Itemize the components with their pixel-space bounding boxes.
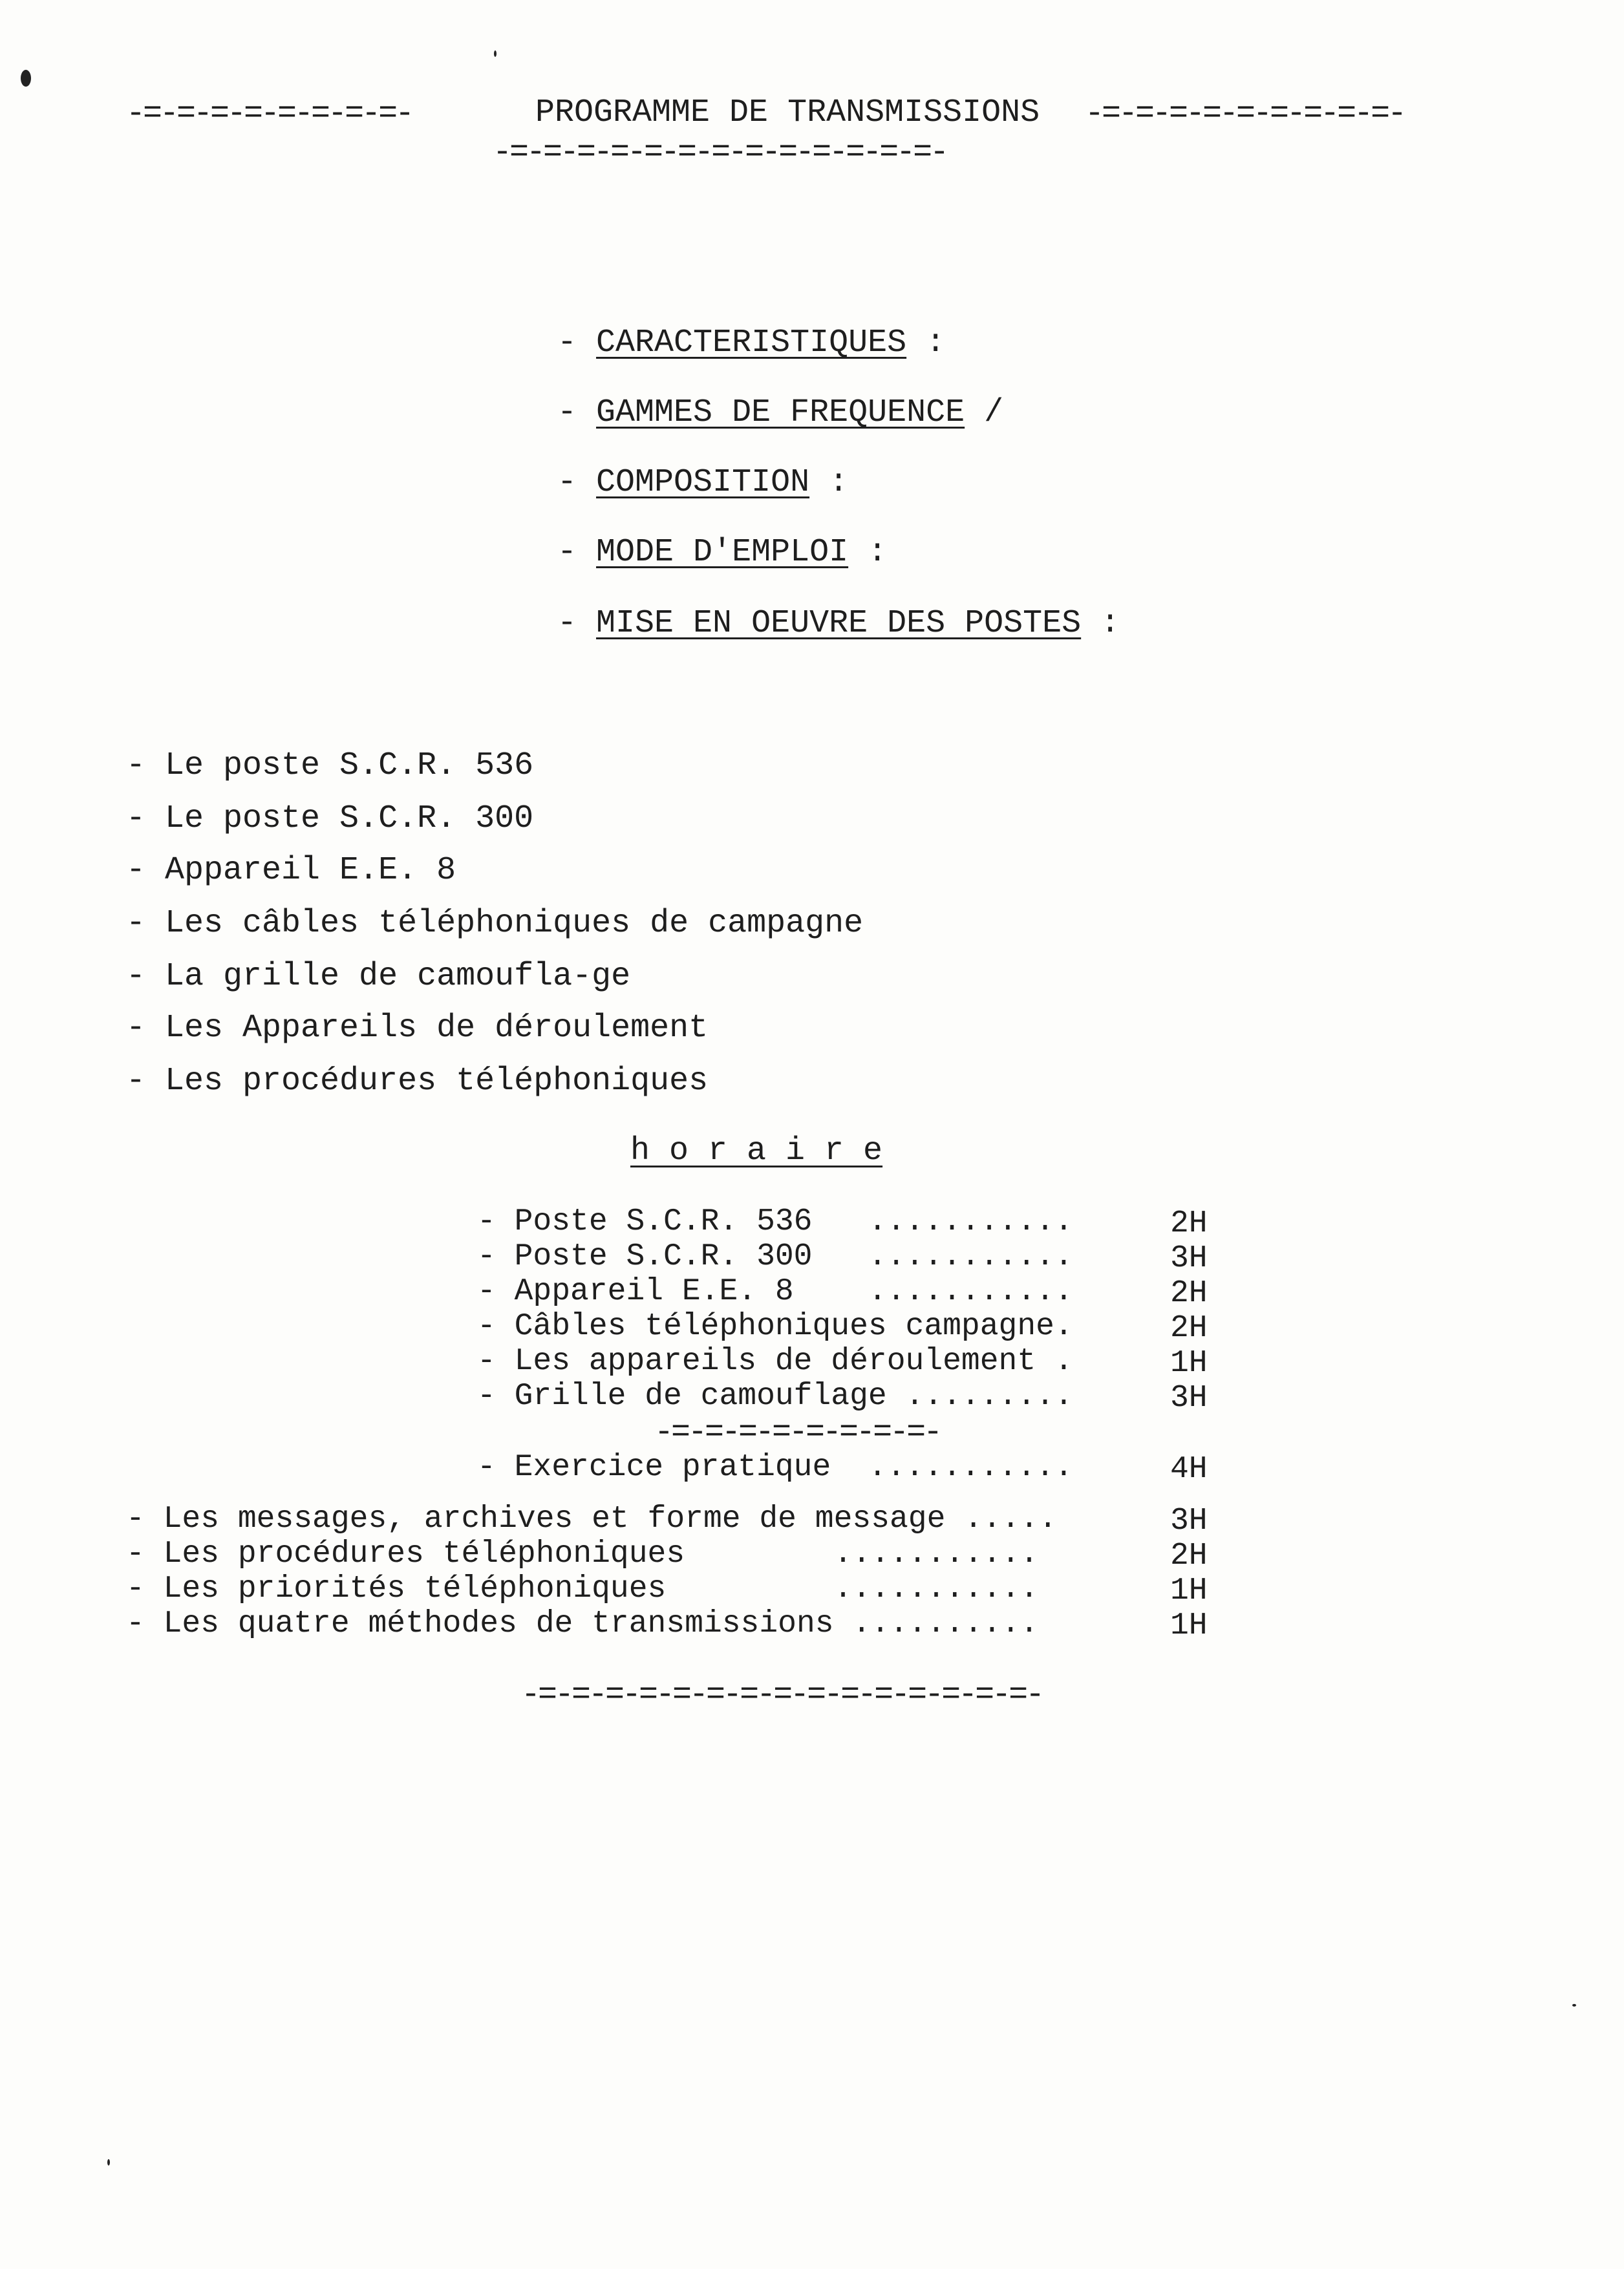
list-item: - Les câbles téléphoniques de campagne — [126, 905, 864, 942]
schedule-mid-rule: -=-=-=-=-=-=-=-=- — [654, 1414, 941, 1451]
schedule-row-hours: 2H — [1170, 1206, 1208, 1241]
schedule-row-label: - Grille de camouflage ......... — [477, 1379, 1073, 1414]
list-item: - Les procédures téléphoniques — [126, 1063, 709, 1100]
list-item: - Les Appareils de déroulement — [126, 1010, 709, 1047]
schedule-row-hours: 3H — [1170, 1241, 1208, 1276]
section-caracteristiques: - CARACTERISTIQUES : — [557, 325, 946, 361]
section-composition: - COMPOSITION : — [557, 464, 849, 501]
schedule-exercise-hours: 4H — [1170, 1452, 1208, 1487]
schedule-row-label: - Les priorités téléphoniques ........... — [126, 1571, 1039, 1606]
schedule-row-label: - Les appareils de déroulement . — [477, 1344, 1073, 1379]
schedule-row-label: - Appareil E.E. 8 ........... — [477, 1274, 1073, 1309]
header-left-rule: -=-=-=-=-=-=-=-=- — [126, 96, 412, 133]
schedule-row-label: - Les messages, archives et forme de message ..... — [126, 1502, 1058, 1537]
section-mode-d-emploi: - MODE D'EMPLOI : — [557, 534, 888, 571]
list-item: - Le poste S.C.R. 536 — [126, 747, 534, 784]
section-gammes-de-frequence: - GAMMES DE FREQUENCE / — [557, 394, 1004, 431]
schedule-row-hours: 1H — [1170, 1346, 1208, 1381]
schedule-row-label: - Les quatre méthodes de transmissions .......... — [126, 1606, 1039, 1641]
ink-speck — [21, 70, 31, 87]
schedule-exercise-label: - Exercice pratique ........... — [477, 1450, 1073, 1485]
list-item: - La grille de camoufla-ge — [126, 958, 631, 995]
header-under-rule: -=-=-=-=-=-=-=-=-=-=-=-=-=- — [493, 134, 947, 171]
ink-speck — [107, 2159, 110, 2166]
header-right-rule: -=-=-=-=-=-=-=-=-=- — [1085, 96, 1405, 133]
schedule-row-hours: 2H — [1170, 1311, 1208, 1346]
list-item: - Appareil E.E. 8 — [126, 852, 456, 889]
schedule-row-label: - Les procédures téléphoniques ........... — [126, 1537, 1039, 1571]
schedule-row-hours: 1H — [1170, 1573, 1208, 1608]
schedule-row-hours: 2H — [1170, 1276, 1208, 1311]
ink-speck — [1572, 2004, 1576, 2007]
schedule-row-hours: 2H — [1170, 1539, 1208, 1573]
schedule-row-hours: 1H — [1170, 1608, 1208, 1643]
schedule-row-hours: 3H — [1170, 1381, 1208, 1416]
schedule-row-hours: 3H — [1170, 1504, 1208, 1539]
footer-rule: -=-=-=-=-=-=-=-=-=-=-=-=-=-=-=- — [521, 1677, 1043, 1714]
section-mise-en-oeuvre: - MISE EN OEUVRE DES POSTES : — [557, 605, 1120, 642]
schedule-row-label: - Câbles téléphoniques campagne. — [477, 1309, 1073, 1344]
page-title: PROGRAMME DE TRANSMISSIONS — [535, 94, 1040, 131]
schedule-row-label: - Poste S.C.R. 536 ........... — [477, 1204, 1073, 1239]
schedule-heading: h o r a i r e — [630, 1133, 883, 1169]
ink-speck — [494, 50, 497, 57]
list-item: - Le poste S.C.R. 300 — [126, 800, 534, 837]
schedule-row-label: - Poste S.C.R. 300 ........... — [477, 1239, 1073, 1274]
